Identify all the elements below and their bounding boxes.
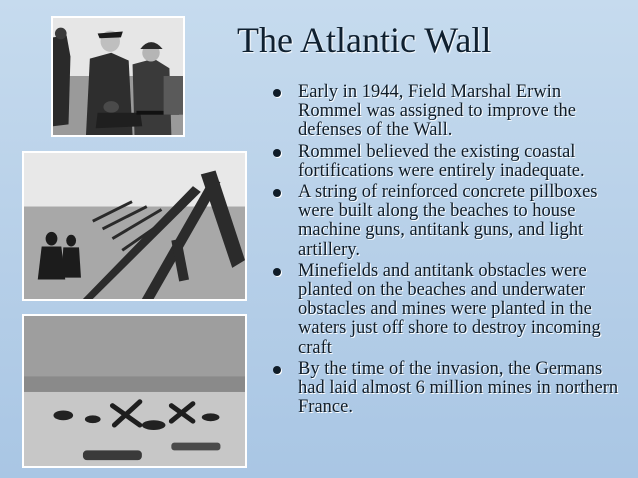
beach-obstacles-photo [22,151,247,301]
slide-title: The Atlantic Wall [237,20,492,60]
bullet-item [270,183,626,260]
bullet-item [270,143,626,181]
bullet-text: A string of reinforced concrete pillboxes were built along the beaches to house machine guns, antitank guns, and light artillery. [298,182,598,260]
bullet-dot-icon [273,366,281,374]
bullet-dot-icon [273,149,281,157]
bullet-text: By the time of the invasion, the Germans had laid almost 6 million mines in northern France. [298,358,619,418]
bullet-item [270,262,626,358]
bullet-text: Minefields and antitank obstacles were planted on the beaches and underwater obstacles and mines were planted in the waters just off shore to destroy incoming craft [298,260,601,358]
beach-obstacles-photo-image [24,153,245,299]
bullet-list [270,83,626,419]
bullet-dot-icon [273,189,281,197]
beach-landing-photo-image [24,316,245,466]
officers-photo [51,16,185,137]
officers-photo-image [53,18,183,135]
beach-landing-photo [22,314,247,468]
bullet-text: Rommel believed the existing coastal fortifications were entirely inadequate. [298,141,585,181]
bullet-dot-icon [273,89,281,97]
bullet-dot-icon [273,268,281,276]
bullet-item [270,83,626,141]
bullet-text: Early in 1944, Field Marshal Erwin Rommel was assigned to improve the defenses of the Wall. [298,82,576,141]
bullet-item [270,360,626,418]
